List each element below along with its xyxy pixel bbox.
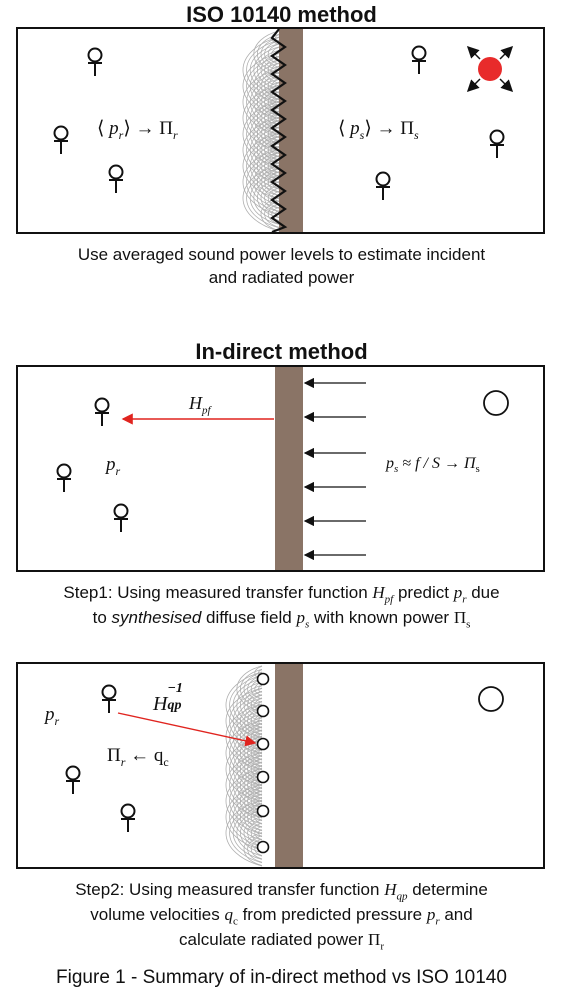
panel1-microphone-4 [412,47,426,75]
eq-pi-sub: r [173,127,178,142]
panel1-sound-source [468,47,512,91]
panel1-title: ISO 10140 method [186,2,377,27]
panel1-microphone-2 [54,127,68,155]
cap-text: determine [407,880,488,899]
panel3-wall [275,664,303,867]
eq-arrow: ← [130,745,150,766]
h-sup: −1 [167,681,183,696]
p-symbol: p [45,704,55,725]
panel3-microphone-2 [66,767,80,795]
cap-h: H [384,880,397,899]
cap-q: q [224,905,233,924]
cap-text: Step2: Using measured transfer function [75,880,385,899]
cap-pi-sub: r [380,940,384,953]
cap-pi: Π [453,608,467,627]
panel2-source-equation [386,455,480,475]
panel1-receive-equation: ⟨ $p_r⟩ \to \Pi_r$ [97,118,178,142]
cap-text: to [92,608,112,627]
p-sub: r [54,713,60,728]
cap-text: and [439,905,473,924]
panel3-sound-waves [226,666,262,866]
panel3-inverse-label [153,681,189,716]
cap-text: calculate radiated power [179,930,369,949]
cap-q-sub: c [232,915,238,928]
p-sub: s [394,463,399,476]
panel2-microphone-1 [95,399,109,427]
cap-text: due [466,583,500,602]
panel2-wall [275,367,303,570]
cap-text: from predicted pressure [237,905,427,924]
panel3-power-equation [107,745,169,770]
eq-arrow: → [376,118,396,139]
pi-sub: s [475,463,480,476]
cap-p: p [296,608,305,627]
cap-h-sub: pf [384,593,394,606]
cap-p: p [426,905,436,924]
q-sub: c [163,754,169,769]
panel1-microphone-3 [109,166,123,194]
panel2-title: In-direct method [195,339,368,364]
panel2-receive-label [106,454,120,479]
panel3-source-circle [479,687,503,711]
p-sub: r [115,463,121,478]
eq-arrow: → [135,118,155,139]
cap-p-sub: s [304,618,310,631]
cap-h: H [372,583,385,602]
cap-text: with known power [309,608,454,627]
cap-text: diffuse field [201,608,297,627]
cap-pi-sub: s [466,618,471,631]
eq-pi: Π [400,118,414,139]
figure-caption: Figure 1 - Summary of in-direct method vs ISO 10140 [56,967,507,988]
eq-p-sub: s [359,127,365,142]
cap-pi: Π [368,930,381,949]
panel2-incident-arrows [305,383,366,555]
panel1-wall [279,29,303,232]
pi-symbol: Π [107,745,121,766]
eq-p: p [350,118,360,139]
panel2-microphone-3 [114,505,128,533]
panel1-caption-line1: Use averaged sound power levels to estimate incident [77,245,486,264]
cap-synthesised: synthesised [111,608,202,627]
panel1-caption-line2: and radiated power [208,268,355,287]
cap-p: p [453,583,463,602]
panel3-microphone-3 [121,805,135,833]
cap-p-sub: r [435,915,440,928]
pi-sub: r [120,754,126,769]
cap-text: volume velocities [90,905,225,924]
eq-rest: ≈ f / S → Π [398,455,476,472]
cap-h-sub: qp [396,890,408,903]
panel1-microphone-5 [490,131,504,159]
panel3-caption-line3 [0,928,563,958]
panel1-microphone-1 [88,49,102,77]
p-symbol: p [106,454,116,475]
eq-p-sub: r [118,127,124,142]
cap-text: Step1: Using measured transfer function [63,583,373,602]
h-sub: pf [202,404,211,417]
eq-p: p [109,118,119,139]
h-symbol: H [153,693,168,715]
eq-pi-sub: s [414,127,419,142]
panel1-microphone-6 [376,173,390,201]
panel3-receive-label [45,704,59,729]
q-symbol: q [153,745,164,766]
p-symbol: p [386,455,394,472]
panel2-microphone-2 [57,465,71,493]
eq-pi: Π [159,118,173,139]
h-symbol: H [189,393,202,413]
panel2-caption-line2 [0,606,563,636]
h-sub: qp [167,698,182,713]
panel2-source-circle [484,391,508,415]
panel1-source-equation: ⟨ $p_s⟩ \to \Pi_s$ [338,118,419,142]
cap-text: predict [393,583,454,602]
panel3-microphone-1 [102,686,116,714]
cap-p-sub: r [462,593,467,606]
panel2-transfer-label [189,393,211,417]
